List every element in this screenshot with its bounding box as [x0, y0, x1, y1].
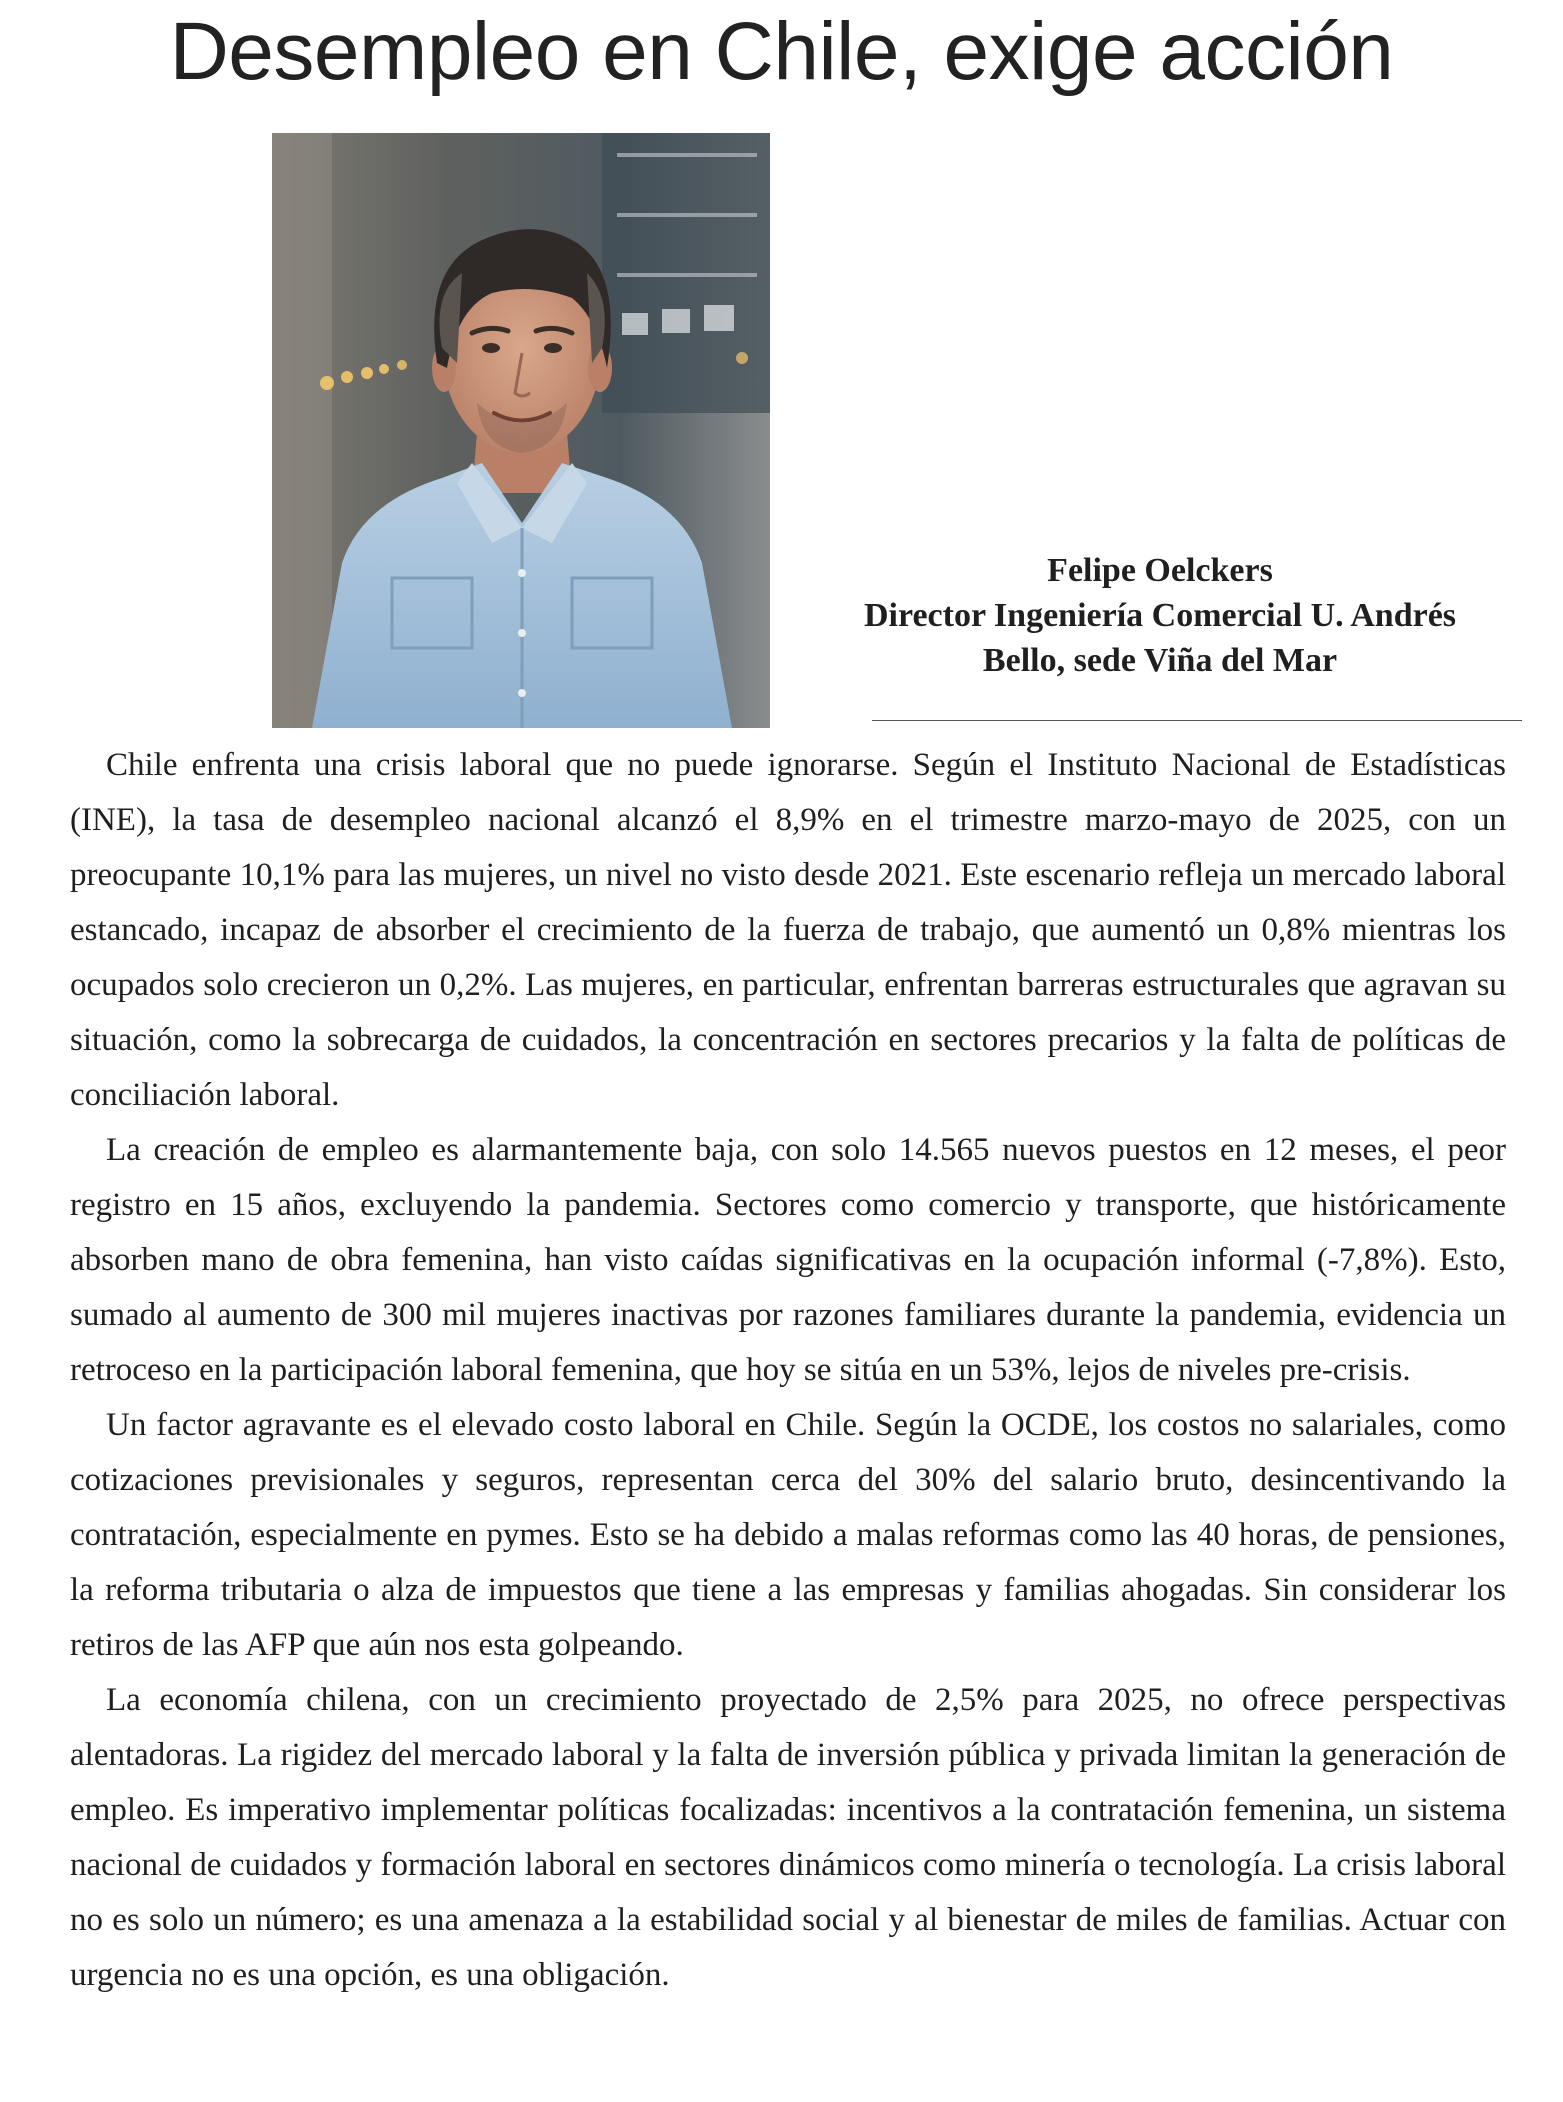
paragraph: Un factor agravante es el elevado costo laboral en Chile. Según la OCDE, los costos no salariales, como cotizaciones previsionales y seguros, representan cerca del 30% del salario bruto, desincentivando la contratación, especialmente en pymes. Esto se ha debido a malas reformas como las 40 horas, de pensiones, la reforma tributaria o alza de impuestos que tiene a las empresas y familias ahogadas. Sin considerar los retiros de las AFP que aún nos esta golpeando.	[70, 1407, 1506, 1663]
author-title-line-2: Bello, sede Viña del Mar	[982, 642, 1338, 679]
author-photo	[272, 133, 770, 728]
author-byline	[800, 548, 1520, 683]
byline-divider	[872, 720, 1522, 721]
author-title-line-1: Director Ingeniería Comercial U. Andrés	[863, 597, 1457, 634]
paragraph: La economía chilena, con un crecimiento proyectado de 2,5% para 2025, no ofrece perspectivas alentadoras. La rigidez del mercado laboral y la falta de inversión pública y privada limitan la generación de empleo. Es imperativo implementar políticas focalizadas: incentivos a la contratación femenina, un sistema nacional de cuidados y formación laboral en sectores dinámicos como minería o tecnología. La crisis laboral no es solo un número; es una amenaza a la estabilidad social y al bienestar de miles de familias. Actuar con urgencia no es una opción, es una obligación.	[70, 1682, 1506, 1993]
paragraph: La creación de empleo es alarmantemente baja, con solo 14.565 nuevos puestos en 12 meses, el peor registro en 15 años, excluyendo la pandemia. Sectores como comercio y transporte, que históricamente absorben mano de obra femenina, han visto caídas significativas en la ocupación informal (-7,8%). Esto, sumado al aumento de 300 mil mujeres inactivas por razones familiares durante la pandemia, evidencia un retroceso en la participación laboral femenina, que hoy se sitúa en un 53%, lejos de niveles pre-crisis.	[70, 1132, 1506, 1388]
article-body	[70, 738, 1506, 2003]
headline: Desempleo en Chile, exige acción	[169, 6, 1394, 97]
author-name: Felipe Oelckers	[1047, 552, 1273, 589]
paragraph: Chile enfrenta una crisis laboral que no puede ignorarse. Según el Instituto Nacional de Estadísticas (INE), la tasa de desempleo nacional alcanzó el 8,9% en el trimestre marzo-mayo de 2025, con un preocupante 10,1% para las mujeres, un nivel no visto desde 2021. Este escenario refleja un mercado laboral estancado, incapaz de absorber el crecimiento de la fuerza de trabajo, que aumentó un 0,8% mientras los ocupados solo crecieron un 0,2%. Las mujeres, en particular, enfrentan barreras estructurales que agravan su situación, como la sobrecarga de cuidados, la concentración en sectores precarios y la falta de políticas de conciliación laboral.	[70, 747, 1506, 1113]
